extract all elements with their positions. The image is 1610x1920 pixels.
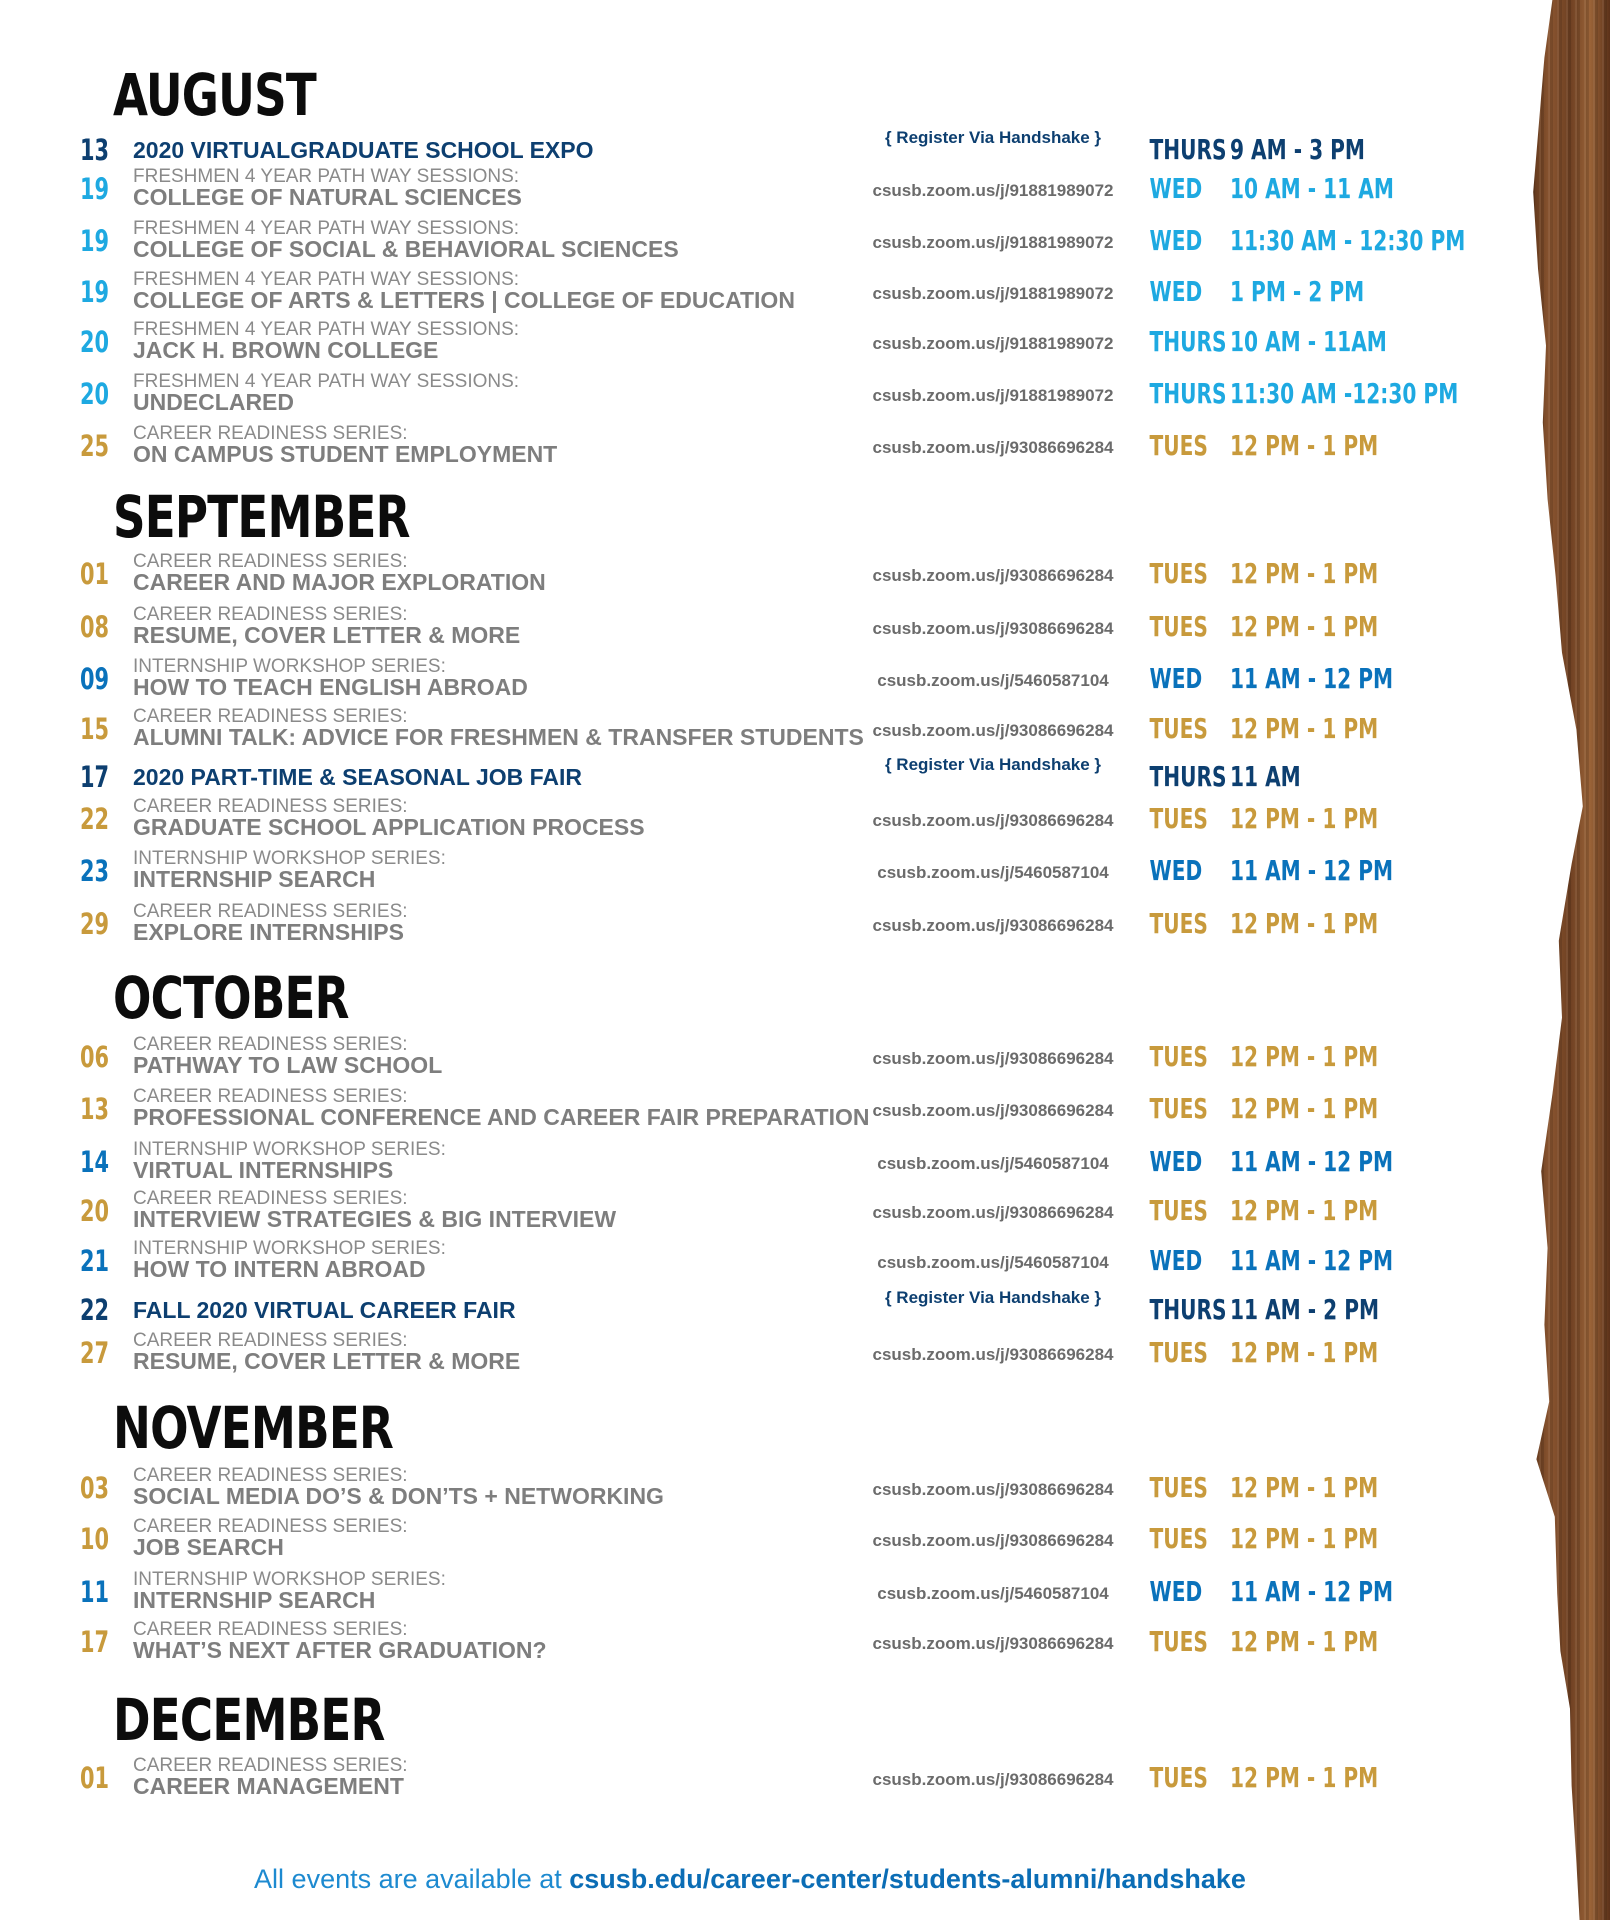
- event-series: CAREER READINESS SERIES:: [133, 551, 408, 572]
- handshake-link[interactable]: csusb.edu/career-center/students-alumni/handshake: [569, 1864, 1246, 1894]
- event-day: 09: [80, 662, 110, 696]
- event-day: 14: [80, 1145, 110, 1179]
- event-series: FRESHMEN 4 YEAR PATH WAY SESSIONS:: [133, 166, 520, 187]
- register-handshake-link[interactable]: { Register Via Handshake }: [884, 755, 1102, 774]
- event-titles: [133, 1515, 853, 1563]
- month-heading-august: AUGUST: [113, 61, 316, 129]
- event-titles: [133, 370, 853, 418]
- zoom-link[interactable]: csusb.zoom.us/j/93086696284: [872, 1770, 1114, 1789]
- month-heading-october: OCTOBER: [113, 964, 349, 1032]
- zoom-link[interactable]: csusb.zoom.us/j/93086696284: [872, 1203, 1114, 1222]
- event-row: [0, 1286, 1500, 1334]
- register-handshake-link[interactable]: { Register Via Handshake }: [884, 1288, 1102, 1307]
- event-series: CAREER READINESS SERIES:: [133, 1516, 408, 1537]
- event-series: CAREER READINESS SERIES:: [133, 1619, 408, 1640]
- event-titles: [133, 422, 853, 470]
- zoom-link[interactable]: csusb.zoom.us/j/91881989072: [872, 386, 1114, 405]
- event-day: 23: [80, 854, 110, 888]
- event-titles: [133, 1464, 853, 1512]
- zoom-link[interactable]: csusb.zoom.us/j/93086696284: [872, 1345, 1114, 1364]
- event-day: 11: [80, 1575, 110, 1609]
- event-time: 12 PM - 1 PM: [1230, 610, 1379, 643]
- event-title: RESUME, COVER LETTER & MORE: [133, 622, 521, 648]
- event-series: CAREER READINESS SERIES:: [133, 1465, 408, 1486]
- event-titles: [133, 550, 853, 598]
- event-row: [0, 1033, 1500, 1081]
- event-row: [0, 1568, 1500, 1616]
- event-title: JOB SEARCH: [133, 1534, 284, 1560]
- event-time: 12 PM - 1 PM: [1230, 907, 1379, 940]
- event-row: [0, 1085, 1500, 1133]
- footer-note: [0, 1862, 1500, 1896]
- zoom-link[interactable]: csusb.zoom.us/j/93086696284: [872, 1101, 1114, 1120]
- event-time: 11 AM - 12 PM: [1230, 1244, 1394, 1277]
- event-time: 12 PM - 1 PM: [1230, 1625, 1379, 1658]
- event-title: PATHWAY TO LAW SCHOOL: [133, 1052, 443, 1078]
- event-titles: [133, 1754, 853, 1802]
- event-day: 19: [80, 224, 110, 258]
- event-time: 11:30 AM - 12:30 PM: [1230, 224, 1466, 257]
- event-day: 20: [80, 325, 110, 359]
- event-weekday: TUES: [1149, 907, 1208, 940]
- event-series: INTERNSHIP WORKSHOP SERIES:: [133, 1139, 446, 1160]
- event-day: 20: [80, 1194, 110, 1228]
- event-title: RESUME, COVER LETTER & MORE: [133, 1348, 521, 1374]
- event-day: 20: [80, 377, 110, 411]
- zoom-link[interactable]: csusb.zoom.us/j/93086696284: [872, 1049, 1114, 1068]
- zoom-link[interactable]: csusb.zoom.us/j/93086696284: [872, 811, 1114, 830]
- zoom-link[interactable]: csusb.zoom.us/j/93086696284: [872, 916, 1114, 935]
- event-time: 11 AM - 2 PM: [1230, 1293, 1380, 1326]
- event-title: SOCIAL MEDIA DO’S & DON’TS + NETWORKING: [133, 1483, 664, 1509]
- zoom-link[interactable]: csusb.zoom.us/j/5460587104: [877, 671, 1109, 690]
- event-row: [0, 655, 1500, 703]
- event-row: [0, 422, 1500, 470]
- event-row: [0, 1515, 1500, 1563]
- event-day: 17: [80, 760, 110, 794]
- event-day: 22: [80, 802, 110, 836]
- event-day: 19: [80, 275, 110, 309]
- event-titles: [133, 1618, 853, 1666]
- month-heading-december: DECEMBER: [113, 1686, 385, 1754]
- footer-prefix: All events are available at: [254, 1864, 570, 1894]
- event-titles: [133, 268, 853, 316]
- event-titles: [133, 217, 853, 265]
- event-titles: [133, 603, 853, 651]
- event-weekday: TUES: [1149, 1092, 1208, 1125]
- event-day: 19: [80, 172, 110, 206]
- event-weekday: THURS: [1149, 133, 1227, 166]
- event-time: 11 AM - 12 PM: [1230, 1145, 1394, 1178]
- event-time: 12 PM - 1 PM: [1230, 1040, 1379, 1073]
- event-row: [0, 847, 1500, 895]
- event-series: FRESHMEN 4 YEAR PATH WAY SESSIONS:: [133, 269, 520, 290]
- month-heading-september: SEPTEMBER: [113, 483, 410, 551]
- event-series: INTERNSHIP WORKSHOP SERIES:: [133, 1569, 446, 1590]
- event-title: CAREER AND MAJOR EXPLORATION: [133, 569, 546, 595]
- event-title: COLLEGE OF SOCIAL & BEHAVIORAL SCIENCES: [133, 236, 679, 262]
- month-heading-november: NOVEMBER: [113, 1394, 394, 1462]
- event-titles: [133, 1286, 853, 1334]
- event-weekday: TUES: [1149, 429, 1208, 462]
- event-weekday: WED: [1149, 854, 1203, 887]
- event-row: [0, 795, 1500, 843]
- event-day: 25: [80, 429, 110, 463]
- event-weekday: THURS: [1149, 325, 1227, 358]
- event-series: FRESHMEN 4 YEAR PATH WAY SESSIONS:: [133, 319, 520, 340]
- event-weekday: WED: [1149, 275, 1203, 308]
- zoom-link[interactable]: csusb.zoom.us/j/93086696284: [872, 566, 1114, 585]
- event-title: ON CAMPUS STUDENT EMPLOYMENT: [133, 441, 558, 467]
- zoom-link[interactable]: csusb.zoom.us/j/93086696284: [872, 1634, 1114, 1653]
- zoom-link[interactable]: csusb.zoom.us/j/5460587104: [877, 863, 1109, 882]
- event-time: 12 PM - 1 PM: [1230, 1336, 1379, 1369]
- event-row: [0, 1237, 1500, 1285]
- event-row: [0, 1329, 1500, 1377]
- event-title: CAREER MANAGEMENT: [133, 1773, 404, 1799]
- event-series: INTERNSHIP WORKSHOP SERIES:: [133, 656, 446, 677]
- event-title: INTERNSHIP SEARCH: [133, 866, 376, 892]
- event-series: INTERNSHIP WORKSHOP SERIES:: [133, 848, 446, 869]
- wood-border-decoration: [1530, 0, 1610, 1920]
- event-series: CAREER READINESS SERIES:: [133, 796, 408, 817]
- event-row: [0, 603, 1500, 651]
- event-day: 10: [80, 1522, 110, 1556]
- event-title: GRADUATE SCHOOL APPLICATION PROCESS: [133, 814, 645, 840]
- event-series: CAREER READINESS SERIES:: [133, 901, 408, 922]
- event-title: JACK H. BROWN COLLEGE: [133, 337, 439, 363]
- event-weekday: WED: [1149, 1244, 1203, 1277]
- event-titles: [133, 1138, 853, 1186]
- event-row: [0, 1138, 1500, 1186]
- event-day: 22: [80, 1293, 110, 1327]
- event-titles: [133, 318, 853, 366]
- event-title: HOW TO TEACH ENGLISH ABROAD: [133, 674, 528, 700]
- event-title: INTERNSHIP SEARCH: [133, 1587, 376, 1613]
- event-series: CAREER READINESS SERIES:: [133, 423, 408, 444]
- event-titles: [133, 705, 864, 753]
- event-day: 29: [80, 907, 110, 941]
- event-time: 12 PM - 1 PM: [1230, 1194, 1379, 1227]
- event-title: VIRTUAL INTERNSHIPS: [133, 1157, 394, 1183]
- event-weekday: TUES: [1149, 1471, 1208, 1504]
- event-day: 15: [80, 712, 110, 746]
- register-handshake-link[interactable]: { Register Via Handshake }: [884, 128, 1102, 147]
- event-titles: [133, 1033, 853, 1081]
- event-title: EXPLORE INTERNSHIPS: [133, 919, 404, 945]
- event-titles: [133, 847, 853, 895]
- event-weekday: TUES: [1149, 802, 1208, 835]
- event-weekday: TUES: [1149, 1522, 1208, 1555]
- event-title: 2020 VIRTUALGRADUATE SCHOOL EXPO: [133, 137, 594, 163]
- event-titles: [133, 753, 853, 801]
- event-row: [0, 1618, 1500, 1666]
- event-weekday: WED: [1149, 224, 1203, 257]
- event-titles: [133, 1085, 870, 1133]
- event-weekday: TUES: [1149, 1194, 1208, 1227]
- event-series: FRESHMEN 4 YEAR PATH WAY SESSIONS:: [133, 218, 520, 239]
- event-titles: [133, 1187, 853, 1235]
- event-row: [0, 1187, 1500, 1235]
- event-title: HOW TO INTERN ABROAD: [133, 1256, 426, 1282]
- event-weekday: TUES: [1149, 610, 1208, 643]
- event-day: 03: [80, 1471, 110, 1505]
- zoom-link[interactable]: csusb.zoom.us/j/5460587104: [877, 1253, 1109, 1272]
- event-day: 13: [80, 133, 110, 167]
- event-time: 12 PM - 1 PM: [1230, 557, 1379, 590]
- zoom-link[interactable]: csusb.zoom.us/j/93086696284: [872, 438, 1114, 457]
- zoom-link[interactable]: csusb.zoom.us/j/91881989072: [872, 334, 1114, 353]
- event-time: 12 PM - 1 PM: [1230, 1471, 1379, 1504]
- event-day: 06: [80, 1040, 110, 1074]
- event-time: 12 PM - 1 PM: [1230, 1761, 1379, 1794]
- zoom-link[interactable]: csusb.zoom.us/j/91881989072: [872, 233, 1114, 252]
- event-title: 2020 PART-TIME & SEASONAL JOB FAIR: [133, 764, 583, 790]
- event-title: WHAT’S NEXT AFTER GRADUATION?: [133, 1637, 547, 1663]
- event-titles: [133, 795, 853, 843]
- event-row: [0, 370, 1500, 418]
- event-time: 10 AM - 11 AM: [1230, 172, 1394, 205]
- event-series: CAREER READINESS SERIES:: [133, 706, 408, 727]
- event-weekday: THURS: [1149, 1293, 1227, 1326]
- event-row: [0, 753, 1500, 801]
- event-day: 01: [80, 1761, 110, 1795]
- event-time: 11 AM - 12 PM: [1230, 1575, 1394, 1608]
- event-day: 27: [80, 1336, 110, 1370]
- event-time: 1 PM - 2 PM: [1230, 275, 1365, 308]
- event-titles: [133, 165, 853, 213]
- event-title: INTERVIEW STRATEGIES & BIG INTERVIEW: [133, 1206, 617, 1232]
- event-time: 11:30 AM -12:30 PM: [1230, 377, 1459, 410]
- event-series: FRESHMEN 4 YEAR PATH WAY SESSIONS:: [133, 371, 520, 392]
- event-row: [0, 550, 1500, 598]
- event-title: ALUMNI TALK: ADVICE FOR FRESHMEN & TRANSFER STUDENTS: [133, 724, 864, 750]
- event-weekday: WED: [1149, 1575, 1203, 1608]
- event-weekday: TUES: [1149, 712, 1208, 745]
- event-series: CAREER READINESS SERIES:: [133, 1755, 408, 1776]
- zoom-link[interactable]: csusb.zoom.us/j/5460587104: [877, 1154, 1109, 1173]
- event-row: [0, 268, 1500, 316]
- event-weekday: TUES: [1149, 1040, 1208, 1073]
- event-weekday: TUES: [1149, 1761, 1208, 1794]
- event-day: 01: [80, 557, 110, 591]
- event-title: FALL 2020 VIRTUAL CAREER FAIR: [133, 1297, 516, 1323]
- event-series: CAREER READINESS SERIES:: [133, 1086, 408, 1107]
- event-row: [0, 217, 1500, 265]
- event-day: 08: [80, 610, 110, 644]
- event-time: 11 AM - 12 PM: [1230, 854, 1394, 887]
- event-weekday: TUES: [1149, 557, 1208, 590]
- event-row: [0, 900, 1500, 948]
- event-title: PROFESSIONAL CONFERENCE AND CAREER FAIR PREPARATION: [133, 1104, 870, 1130]
- event-time: 12 PM - 1 PM: [1230, 1522, 1379, 1555]
- event-time: 12 PM - 1 PM: [1230, 1092, 1379, 1125]
- event-weekday: THURS: [1149, 377, 1227, 410]
- event-title: COLLEGE OF ARTS & LETTERS | COLLEGE OF EDUCATION: [133, 287, 795, 313]
- event-time: 9 AM - 3 PM: [1230, 133, 1365, 166]
- event-row: [0, 1754, 1500, 1802]
- zoom-link[interactable]: csusb.zoom.us/j/5460587104: [877, 1584, 1109, 1603]
- event-series: CAREER READINESS SERIES:: [133, 1330, 408, 1351]
- event-series: CAREER READINESS SERIES:: [133, 1034, 408, 1055]
- event-series: INTERNSHIP WORKSHOP SERIES:: [133, 1238, 446, 1259]
- event-day: 17: [80, 1625, 110, 1659]
- event-weekday: THURS: [1149, 760, 1227, 793]
- event-time: 10 AM - 11AM: [1230, 325, 1387, 358]
- event-weekday: WED: [1149, 662, 1203, 695]
- zoom-link[interactable]: csusb.zoom.us/j/93086696284: [872, 721, 1114, 740]
- event-row: [0, 705, 1500, 753]
- event-weekday: WED: [1149, 1145, 1203, 1178]
- event-titles: [133, 1568, 853, 1616]
- event-row: [0, 165, 1500, 213]
- event-titles: [133, 655, 853, 703]
- event-titles: [133, 1329, 853, 1377]
- event-weekday: TUES: [1149, 1336, 1208, 1369]
- event-day: 13: [80, 1092, 110, 1126]
- event-row: [0, 1464, 1500, 1512]
- zoom-link[interactable]: csusb.zoom.us/j/93086696284: [872, 1480, 1114, 1499]
- event-title: UNDECLARED: [133, 389, 294, 415]
- event-time: 11 AM - 12 PM: [1230, 662, 1394, 695]
- event-day: 21: [80, 1244, 110, 1278]
- event-time: 12 PM - 1 PM: [1230, 802, 1379, 835]
- zoom-link[interactable]: csusb.zoom.us/j/93086696284: [872, 1531, 1114, 1550]
- event-row: [0, 318, 1500, 366]
- event-weekday: WED: [1149, 172, 1203, 205]
- event-time: 11 AM: [1230, 760, 1301, 793]
- event-time: 12 PM - 1 PM: [1230, 429, 1379, 462]
- event-time: 12 PM - 1 PM: [1230, 712, 1379, 745]
- event-title: COLLEGE OF NATURAL SCIENCES: [133, 184, 522, 210]
- zoom-link[interactable]: csusb.zoom.us/j/93086696284: [872, 619, 1114, 638]
- zoom-link[interactable]: csusb.zoom.us/j/91881989072: [872, 181, 1114, 200]
- event-weekday: TUES: [1149, 1625, 1208, 1658]
- event-titles: [133, 1237, 853, 1285]
- zoom-link[interactable]: csusb.zoom.us/j/91881989072: [872, 284, 1114, 303]
- event-series: CAREER READINESS SERIES:: [133, 604, 408, 625]
- event-titles: [133, 900, 853, 948]
- event-series: CAREER READINESS SERIES:: [133, 1188, 408, 1209]
